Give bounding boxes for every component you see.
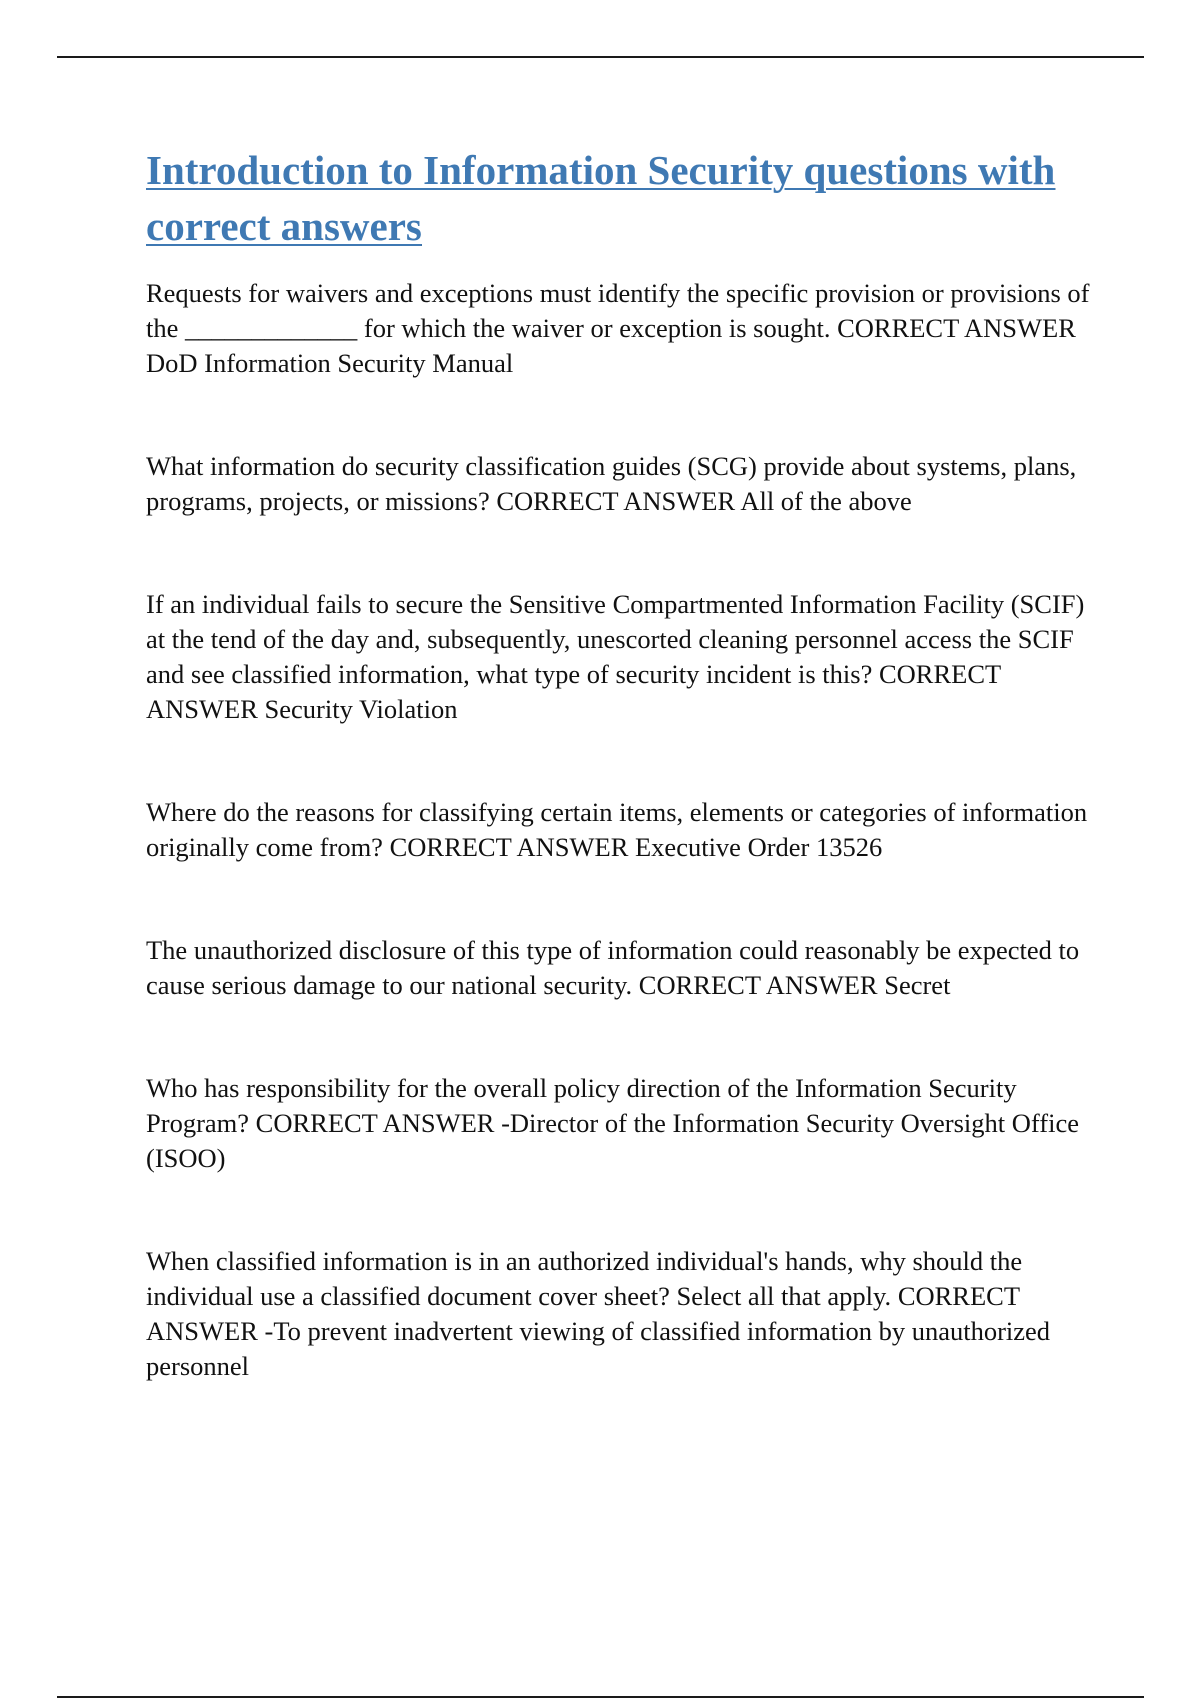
qa-list [146, 276, 1092, 1384]
document-body [146, 142, 1092, 1452]
answer-text: Executive Order 13526 [635, 832, 883, 862]
answer-text: All of the above [740, 486, 912, 516]
answer-label: CORRECT ANSWER [146, 1281, 1020, 1346]
answer-label: CORRECT ANSWER [496, 486, 736, 516]
top-divider [57, 56, 1144, 58]
qa-item [146, 587, 1092, 727]
answer-text: -Director of the Information Security Oversight Office (ISOO) [146, 1108, 1079, 1173]
question-text: Where do the reasons for classifying certain items, elements or categories of information originally come from? [146, 797, 1088, 862]
answer-text: DoD Information Security Manual [146, 348, 514, 378]
question-text: When classified information is in an authorized individual's hands, why should the individual use a classified document cover sheet? Select all that apply. [146, 1246, 1023, 1311]
qa-item [146, 276, 1092, 381]
qa-item [146, 795, 1092, 865]
document-title-link[interactable]: Introduction to Information Security questions with correct answers [146, 147, 1056, 249]
answer-text: Security Violation [264, 694, 458, 724]
answer-label: CORRECT ANSWER [837, 313, 1076, 343]
document-title [146, 142, 1092, 254]
answer-text: -To prevent inadvertent viewing of classified information by unauthorized personnel [146, 1316, 1051, 1381]
answer-label: CORRECT ANSWER [146, 659, 1001, 724]
answer-label: CORRECT ANSWER [389, 832, 629, 862]
qa-item [146, 933, 1092, 1003]
qa-item [146, 1244, 1092, 1384]
answer-label: CORRECT ANSWER [255, 1108, 495, 1138]
qa-item [146, 1071, 1092, 1176]
question-text: If an individual fails to secure the Sensitive Compartmented Information Facility (SCIF) at the tend of the day and, subsequently, unescorted cleaning personnel access the SCIF and see classified information, what type of security incident is this? [146, 589, 1085, 689]
bottom-divider [57, 1696, 1144, 1698]
qa-item [146, 449, 1092, 519]
question-text: The unauthorized disclosure of this type of information could reasonably be expected to cause serious damage to our national security. [146, 935, 1080, 1000]
answer-text: Secret [884, 970, 951, 1000]
question-text: Who has responsibility for the overall policy direction of the Information Security Program? [146, 1073, 1017, 1138]
question-text: What information do security classification guides (SCG) provide about systems, plans, programs, projects, or missions? [146, 451, 1077, 516]
question-text: Requests for waivers and exceptions must identify the specific provision or provisions of the _____________ for which the waiver or exception is sought. [146, 278, 1090, 343]
answer-label: CORRECT ANSWER [638, 970, 878, 1000]
